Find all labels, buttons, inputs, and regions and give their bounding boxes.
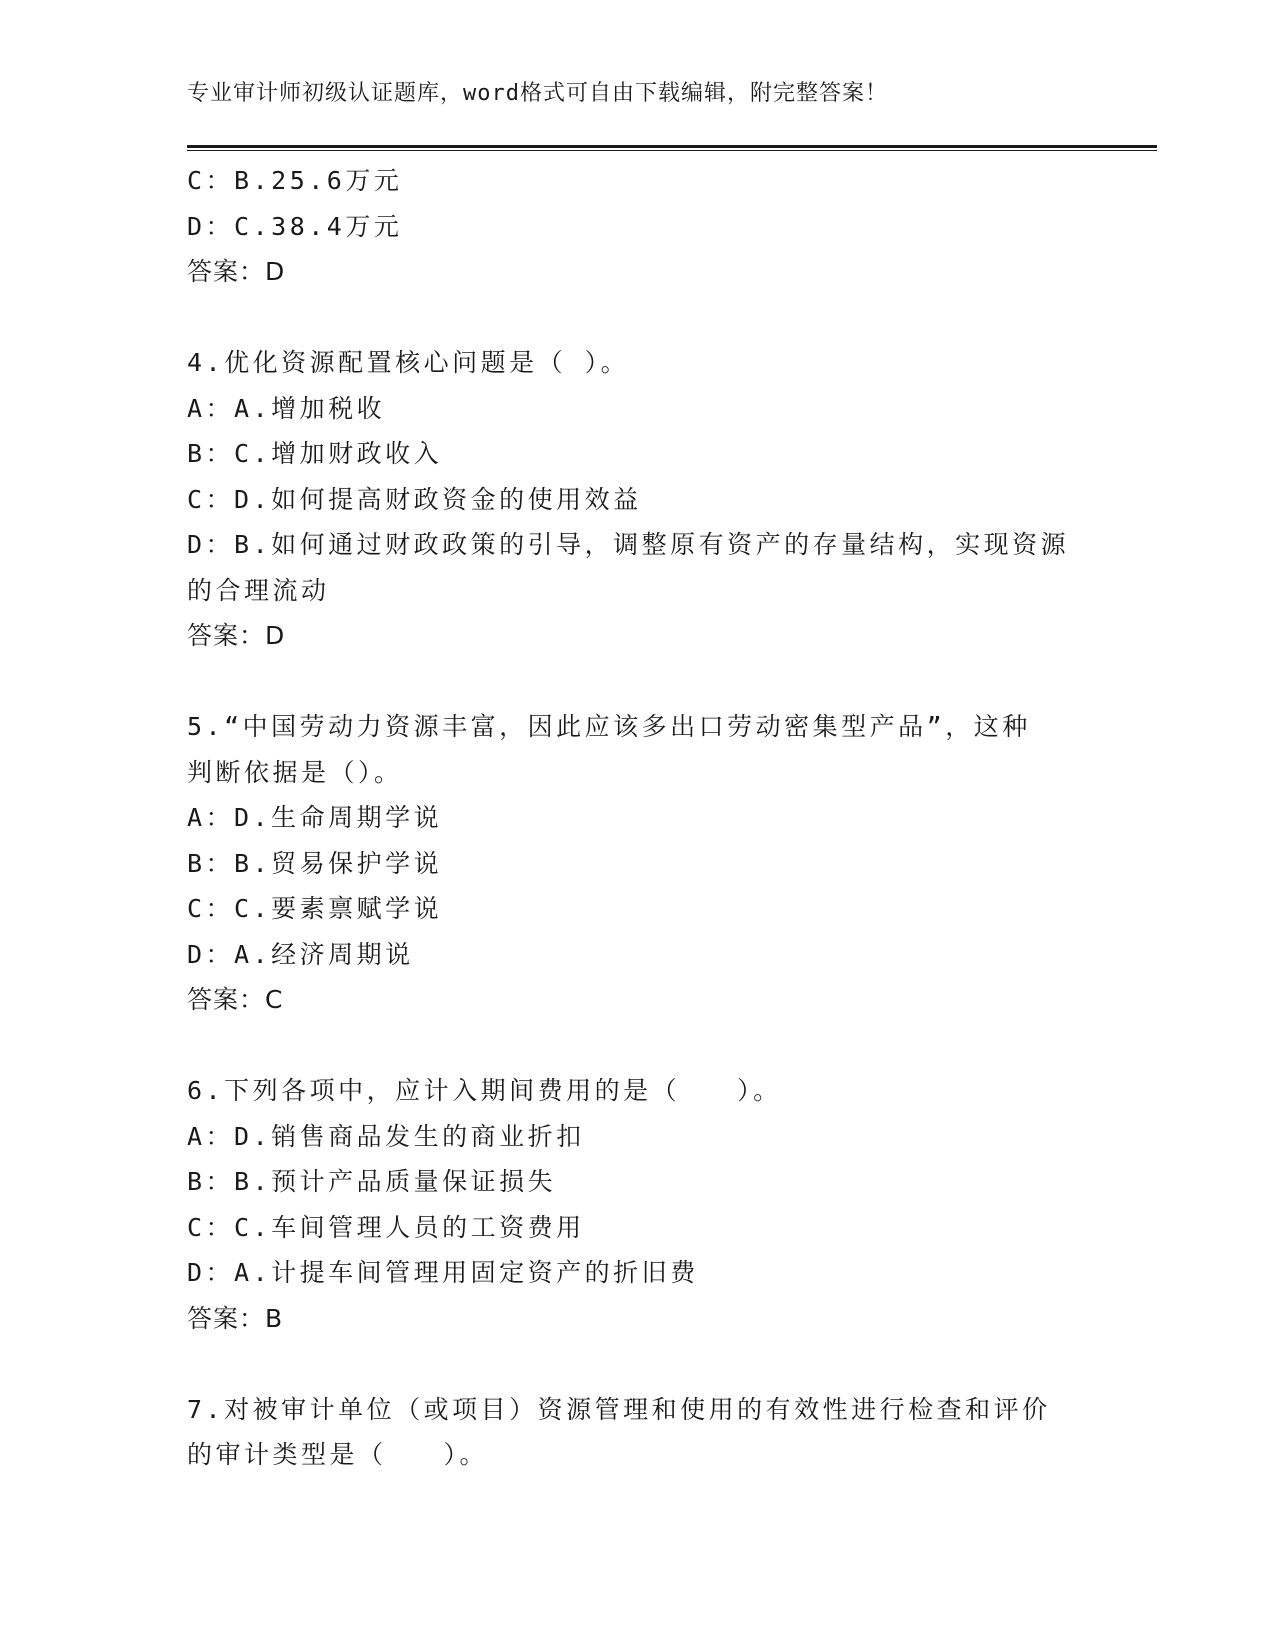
question-line: C：B.25.6万元 bbox=[187, 166, 403, 195]
answer-line: 答案：B bbox=[187, 1303, 284, 1333]
question-line: D：B.如何通过财政政策的引导，调整原有资产的存量结构，实现资源 bbox=[187, 530, 1070, 559]
question-line: B：C.增加财政收入 bbox=[187, 439, 443, 468]
question-line: D：C.38.4万元 bbox=[187, 211, 403, 241]
question-block bbox=[187, 340, 1087, 659]
block-spacer bbox=[187, 659, 1087, 705]
document-header: 专业审计师初级认证题库，word格式可自由下载编辑，附完整答案！ bbox=[187, 81, 888, 106]
question-block bbox=[187, 158, 1087, 295]
question-line: B：B.预计产品质量保证损失 bbox=[187, 1167, 557, 1196]
question-block bbox=[187, 1387, 1087, 1478]
header-rule-thick bbox=[187, 145, 1157, 148]
answer-line: 答案：D bbox=[187, 621, 286, 650]
question-line: A：A.增加税收 bbox=[187, 393, 386, 423]
question-line: 6.下列各项中，应计入期间费用的是（ ）。 bbox=[187, 1076, 782, 1105]
question-line: D：A.计提车间管理用固定资产的折旧费 bbox=[187, 1258, 699, 1287]
answer-line: 答案：D bbox=[187, 257, 286, 286]
question-line: C：D.如何提高财政资金的使用效益 bbox=[187, 484, 642, 514]
question-line: 的合理流动 bbox=[187, 575, 330, 605]
question-block bbox=[187, 1068, 1087, 1341]
block-spacer bbox=[187, 1023, 1087, 1069]
question-line: 判断依据是（）。 bbox=[187, 757, 403, 787]
block-spacer bbox=[187, 295, 1087, 341]
question-line: 7.对被审计单位（或项目）资源管理和使用的有效性进行检查和评价 bbox=[187, 1394, 1051, 1424]
question-line: C：C.要素禀赋学说 bbox=[187, 894, 443, 923]
question-line: A：D.生命周期学说 bbox=[187, 803, 443, 832]
document-body bbox=[187, 158, 1087, 1478]
question-line: 5.“中国劳动力资源丰富，因此应该多出口劳动密集型产品”，这种 bbox=[187, 712, 1031, 741]
answer-line: 答案：C bbox=[187, 985, 284, 1014]
question-line: 4.优化资源配置核心问题是（ ）。 bbox=[187, 348, 630, 377]
question-line: 的审计类型是（ ）。 bbox=[187, 1440, 489, 1469]
block-spacer bbox=[187, 1341, 1087, 1387]
question-line: A：D.销售商品发生的商业折扣 bbox=[187, 1121, 585, 1151]
question-line: B：B.贸易保护学说 bbox=[187, 848, 443, 878]
question-line: D：A.经济周期说 bbox=[187, 939, 414, 969]
question-block bbox=[187, 704, 1087, 1023]
question-line: C：C.车间管理人员的工资费用 bbox=[187, 1212, 585, 1242]
header-rule-thin bbox=[187, 150, 1157, 151]
